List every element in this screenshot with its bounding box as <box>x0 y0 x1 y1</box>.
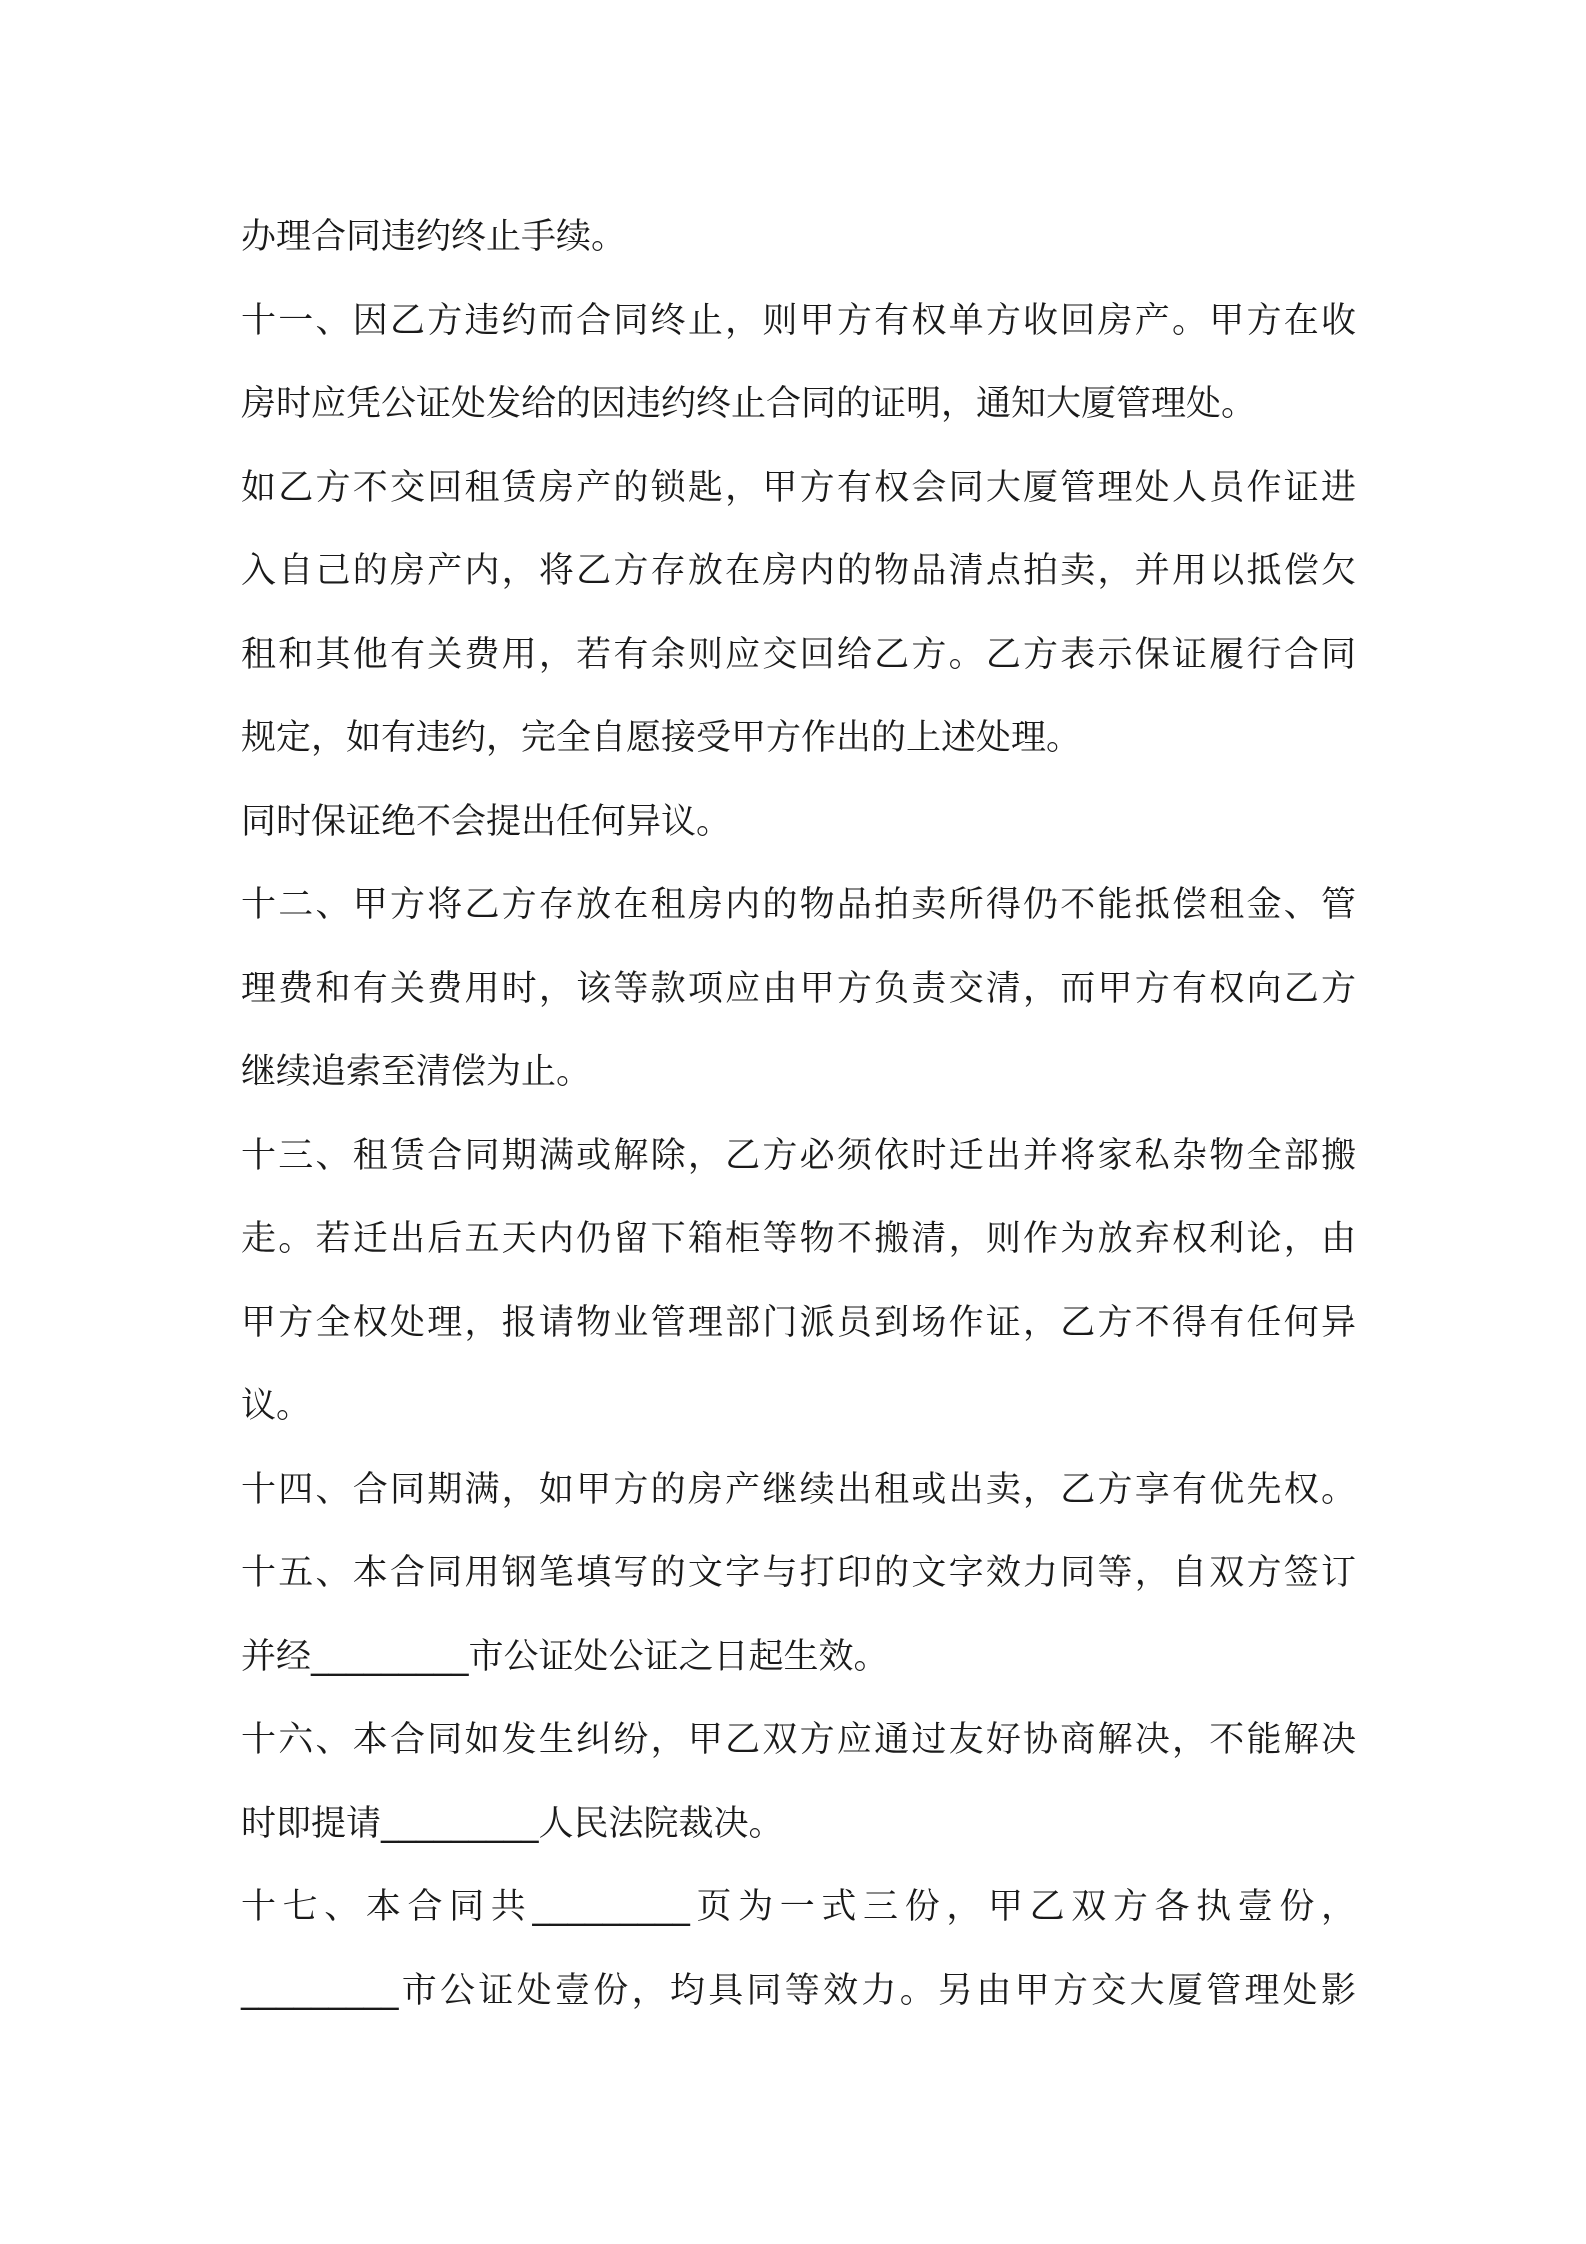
text-line: 并经_________市公证处公证之日起生效。 <box>241 1636 889 1677</box>
text-line: 十六、本合同如发生纠纷，甲乙双方应通过友好协商解决，不能解决 <box>241 1720 1356 1760</box>
text-line: 十二、甲方将乙方存放在租房内的物品拍卖所得仍不能抵偿租金、管 <box>241 885 1356 925</box>
text-line: 租和其他有关费用，若有余则应交回给乙方。乙方表示保证履行合同 <box>241 634 1356 675</box>
text-line: 十三、租赁合同期满或解除，乙方必须依时迁出并将家私杂物全部搬 <box>241 1135 1356 1176</box>
text-line: 规定，如有违约，完全自愿接受甲方作出的上述处理。 <box>241 718 1082 758</box>
text-line: 甲方全权处理，报请物业管理部门派员到场作证，乙方不得有任何异 <box>241 1302 1356 1343</box>
text-line: 理费和有关费用时，该等款项应由甲方负责交清，而甲方有权向乙方 <box>241 968 1356 1009</box>
text-line: 继续追索至清偿为止。 <box>241 1052 592 1092</box>
text-line: 十七、本合同共_________页为一式三份，甲乙双方各执壹份， <box>241 1887 1356 1927</box>
text-line: 时即提请_________人民法院裁决。 <box>241 1803 784 1844</box>
text-line: 如乙方不交回租赁房产的锁匙，甲方有权会同大厦管理处人员作证进 <box>241 467 1356 508</box>
text-line: 办理合同违约终止手续。 <box>241 217 627 257</box>
text-line: 入自己的房产内，将乙方存放在房内的物品清点拍卖，并用以抵偿欠 <box>241 551 1356 591</box>
text-line: 议。 <box>241 1386 312 1426</box>
text-line: 房时应凭公证处发给的因违约终止合同的证明，通知大厦管理处。 <box>241 384 1257 424</box>
contract-body-text <box>241 196 1356 2033</box>
text-line: 十五、本合同用钢笔填写的文字与打印的文字效力同等，自双方签订 <box>241 1553 1356 1593</box>
text-line: 同时保证绝不会提出任何异议。 <box>241 801 732 842</box>
text-line: 走。若迁出后五天内仍留下箱柜等物不搬清，则作为放弃权利论，由 <box>241 1219 1356 1259</box>
text-line: 十四、合同期满，如甲方的房产继续出租或出卖，乙方享有优先权。 <box>241 1469 1356 1510</box>
text-line: _________市公证处壹份，均具同等效力。另由甲方交大厦管理处影 <box>241 1970 1356 2011</box>
text-line: 十一、因乙方违约而合同终止，则甲方有权单方收回房产。甲方在收 <box>241 300 1356 341</box>
